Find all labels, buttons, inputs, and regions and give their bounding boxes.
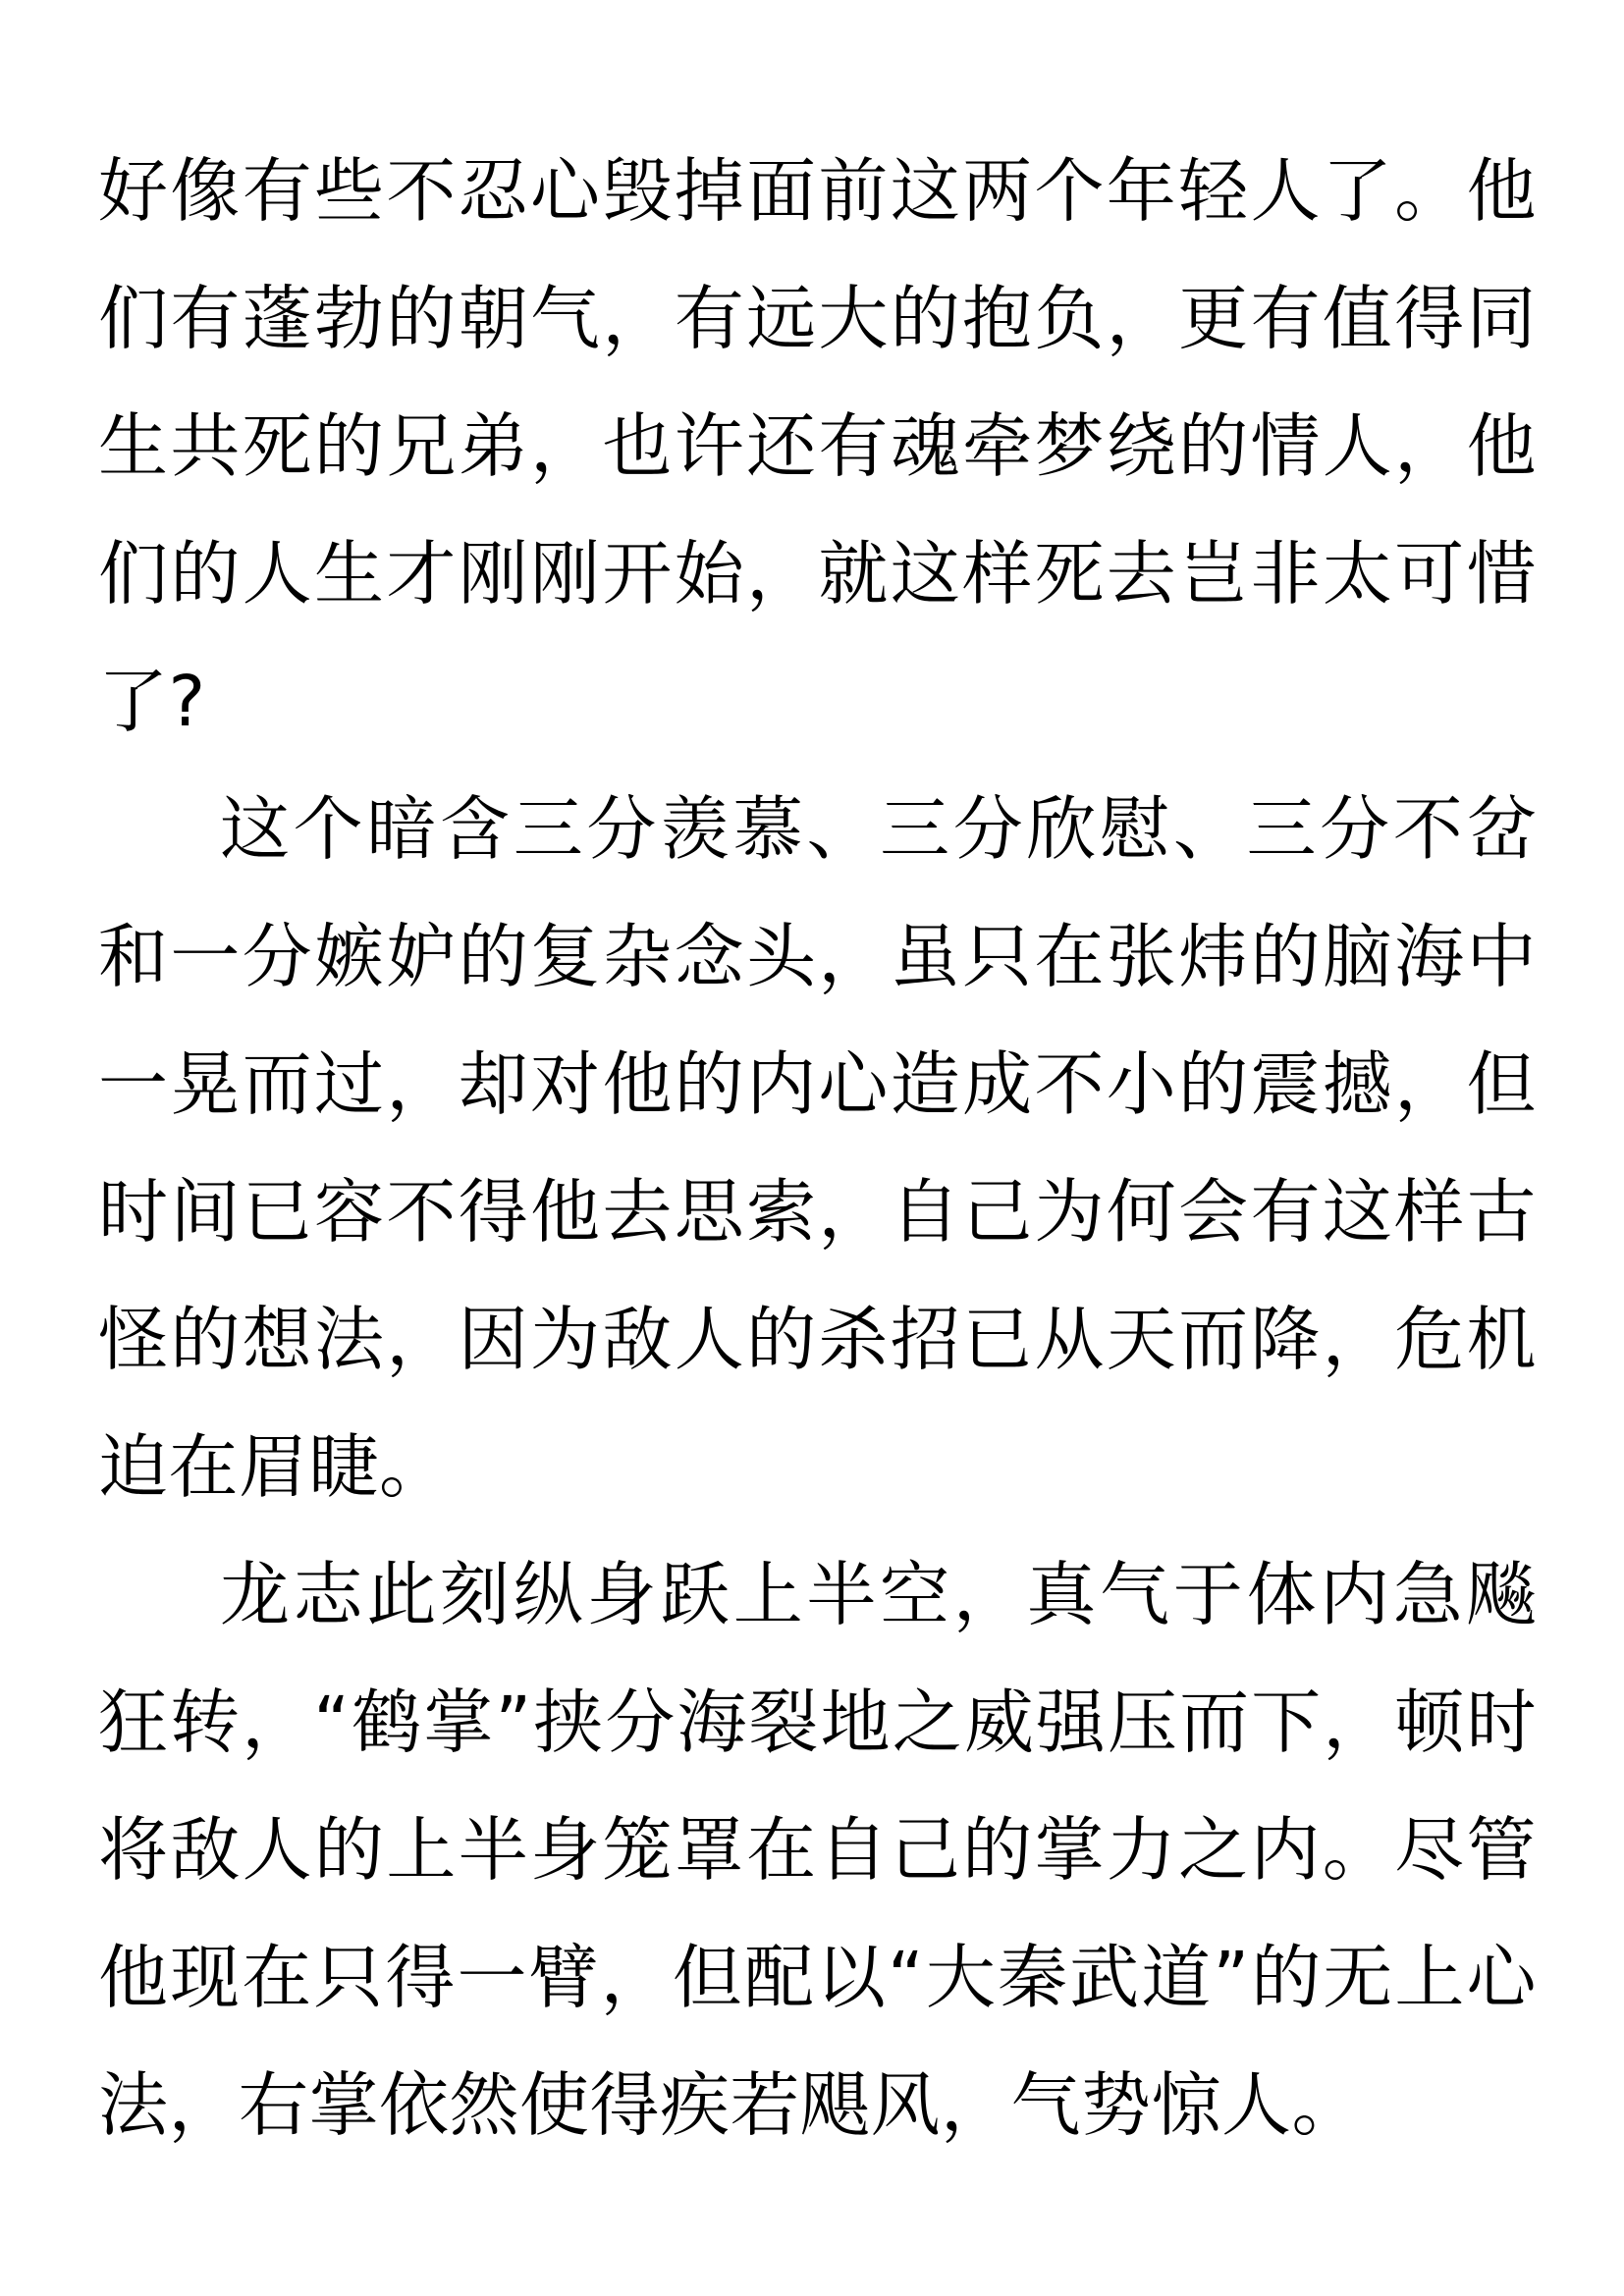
paragraph-3: 龙志此刻纵身跃上半空，真气于体内急飚狂转，“鹤掌”挟分海裂地之威强压而下，顿时将敌人的上半身笼罩在自己的掌力之内。尽管他现在只得一臂，但配以“大秦武道”的无上心法，右掌依然使得疾若飓风，气势惊人。 <box>98 1554 1537 2146</box>
body-text <box>98 128 1537 2169</box>
paragraph-2: 这个暗含三分羡慕、三分欣慰、三分不岔和一分嫉妒的复杂念头，虽只在张炜的脑海中一晃而过，却对他的内心造成不小的震撼，但时间已容不得他去思索，自己为何会有这样古怪的想法，因为敌人的杀招已从天而降，危机迫在眉睫。 <box>98 788 1537 1508</box>
paragraph-1: 好像有些不忍心毁掉面前这两个年轻人了。他们有蓬勃的朝气，有远大的抱负，更有值得同生共死的兄弟，也许还有魂牵梦绕的情人，他们的人生才刚刚开始，就这样死去岂非太可惜了? <box>98 150 1537 742</box>
